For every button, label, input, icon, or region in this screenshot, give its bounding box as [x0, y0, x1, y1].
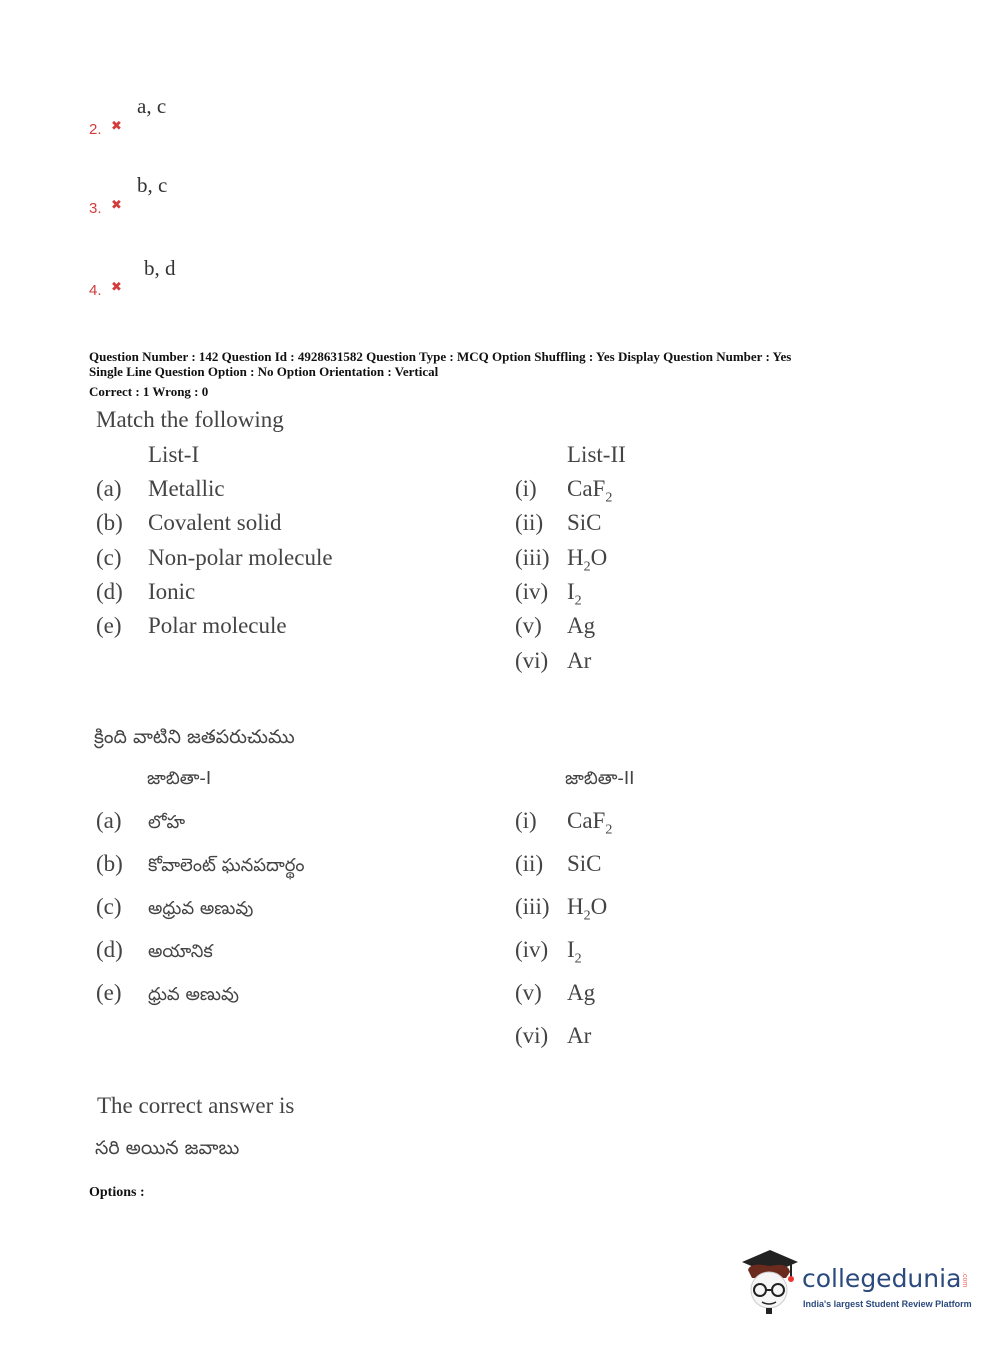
list2-formula: [567, 937, 582, 968]
list1-label: (d): [96, 937, 123, 962]
answer-prompt-te: సరి అయిన జవాబు: [95, 1137, 240, 1159]
logo-com: .com: [961, 1272, 968, 1288]
formula-subscript: 2: [605, 490, 613, 506]
list1-label: (a): [96, 476, 122, 501]
list2-formula: [567, 894, 607, 925]
list2-header-te: జాబితా-II: [565, 768, 635, 789]
list1-item: Polar molecule: [148, 613, 287, 639]
formula-base: Ar: [567, 1023, 592, 1048]
match-row: [0, 545, 1001, 575]
list2-formula: [567, 851, 602, 877]
list2-formula: [567, 980, 595, 1006]
logo-name: collegedunia: [802, 1264, 962, 1293]
list2-label: (ii): [515, 510, 544, 536]
formula-subscript: 2: [574, 951, 582, 967]
list2-label: (iv): [515, 937, 549, 962]
wrong-icon: ✖: [111, 198, 122, 213]
option-number: 4.: [89, 282, 102, 299]
list1-item: Metallic: [148, 476, 225, 501]
list2-formula: [567, 579, 582, 610]
list2-label: (ii): [515, 851, 544, 876]
formula-tail: O: [590, 544, 608, 570]
list2-label: (v): [515, 980, 542, 1005]
match-row: [0, 808, 1001, 838]
meta-line-1: Question Number : 142 Question Id : 4928631582 Question Type : MCQ Option Shuffling : Yes Display Question Number : Yes: [89, 349, 792, 364]
match-row: [0, 894, 1001, 924]
list2-formula: [567, 808, 612, 839]
match-row: [0, 1023, 1001, 1053]
logo-tagline: India's largest Student Review Platform: [803, 1299, 972, 1309]
list1-label: (d): [96, 578, 123, 604]
formula-base: CaF: [567, 808, 606, 833]
list1-item: ధ్రువ అణువు: [148, 984, 239, 1005]
formula-base: H: [567, 544, 584, 570]
match-row: [0, 648, 1001, 678]
formula-base: Ag: [567, 613, 596, 639]
list1-item: అధ్రువ అణువు: [148, 898, 254, 919]
list1-label: (e): [96, 980, 122, 1005]
formula-subscript: 2: [574, 593, 582, 609]
formula-base: CaF: [567, 476, 606, 501]
list2-formula: [567, 476, 612, 507]
list2-formula: [567, 510, 602, 536]
list2-header: List-II: [567, 442, 626, 467]
option-text: b, c: [137, 173, 168, 197]
collegedunia-logo[interactable]: [740, 1248, 980, 1318]
list1-item: అయానిక: [148, 941, 213, 962]
options-label: Options :: [89, 1185, 145, 1200]
match-row: [0, 937, 1001, 967]
list-headers-en: [0, 442, 1001, 472]
meta-line-2: Single Line Question Option : No Option Orientation : Vertical: [89, 364, 439, 379]
match-row: [0, 980, 1001, 1010]
formula-subscript: 2: [583, 908, 591, 924]
option-text: a, c: [137, 94, 167, 118]
list1-label: (a): [96, 808, 122, 833]
list1-header: List-I: [148, 442, 200, 467]
match-row: [0, 851, 1001, 881]
question-title-en: Match the following: [96, 407, 284, 432]
list1-label: (b): [96, 851, 123, 876]
list2-label: (i): [515, 808, 537, 833]
list1-item: Non-polar molecule: [148, 544, 333, 570]
answer-prompt-en: The correct answer is: [97, 1093, 295, 1118]
list1-label: (c): [96, 894, 122, 919]
list2-formula: [567, 545, 607, 576]
formula-base: I: [567, 578, 575, 604]
list2-label: (v): [515, 613, 542, 639]
question-meta: [89, 349, 989, 399]
option-text: b, d: [144, 256, 176, 280]
list1-item: లోహ: [148, 812, 186, 833]
list1-label: (c): [96, 544, 122, 570]
mascot-icon: [740, 1248, 802, 1314]
match-row: [0, 510, 1001, 540]
list1-item: Covalent solid: [148, 510, 282, 536]
match-row: [0, 476, 1001, 506]
formula-base: Ag: [567, 980, 596, 1005]
list2-label: (iii): [515, 544, 550, 570]
list2-label: (vi): [515, 647, 549, 673]
meta-line-3: Correct : 1 Wrong : 0: [89, 384, 209, 399]
wrong-icon: ✖: [111, 119, 122, 134]
list1-label: (b): [96, 510, 123, 536]
list1-header-te: జాబితా-I: [147, 768, 212, 789]
list1-label: (e): [96, 613, 122, 639]
option-number: 3.: [89, 200, 102, 217]
list1-item: కోవాలెంట్ ఘనపదార్థం: [148, 855, 305, 876]
wrong-icon: ✖: [111, 280, 122, 295]
option-number: 2.: [89, 121, 102, 138]
formula-base: Ar: [567, 647, 592, 673]
formula-subscript: 2: [583, 559, 591, 575]
list2-label: (iii): [515, 894, 550, 919]
list2-formula: [567, 648, 591, 674]
question-title-te: క్రింది వాటిని జతపరుచుము: [94, 726, 295, 748]
formula-base: SiC: [567, 851, 602, 876]
list2-formula: [567, 613, 595, 639]
list2-formula: [567, 1023, 591, 1049]
formula-base: SiC: [567, 510, 602, 536]
list2-label: (i): [515, 476, 537, 501]
formula-subscript: 2: [605, 822, 613, 838]
list-headers-te: [0, 766, 1001, 796]
list2-label: (iv): [515, 578, 549, 604]
match-row: [0, 613, 1001, 643]
formula-tail: O: [590, 894, 608, 919]
formula-base: H: [567, 894, 584, 919]
formula-base: I: [567, 937, 575, 962]
list2-label: (vi): [515, 1023, 549, 1048]
match-row: [0, 579, 1001, 609]
list1-item: Ionic: [148, 578, 196, 604]
